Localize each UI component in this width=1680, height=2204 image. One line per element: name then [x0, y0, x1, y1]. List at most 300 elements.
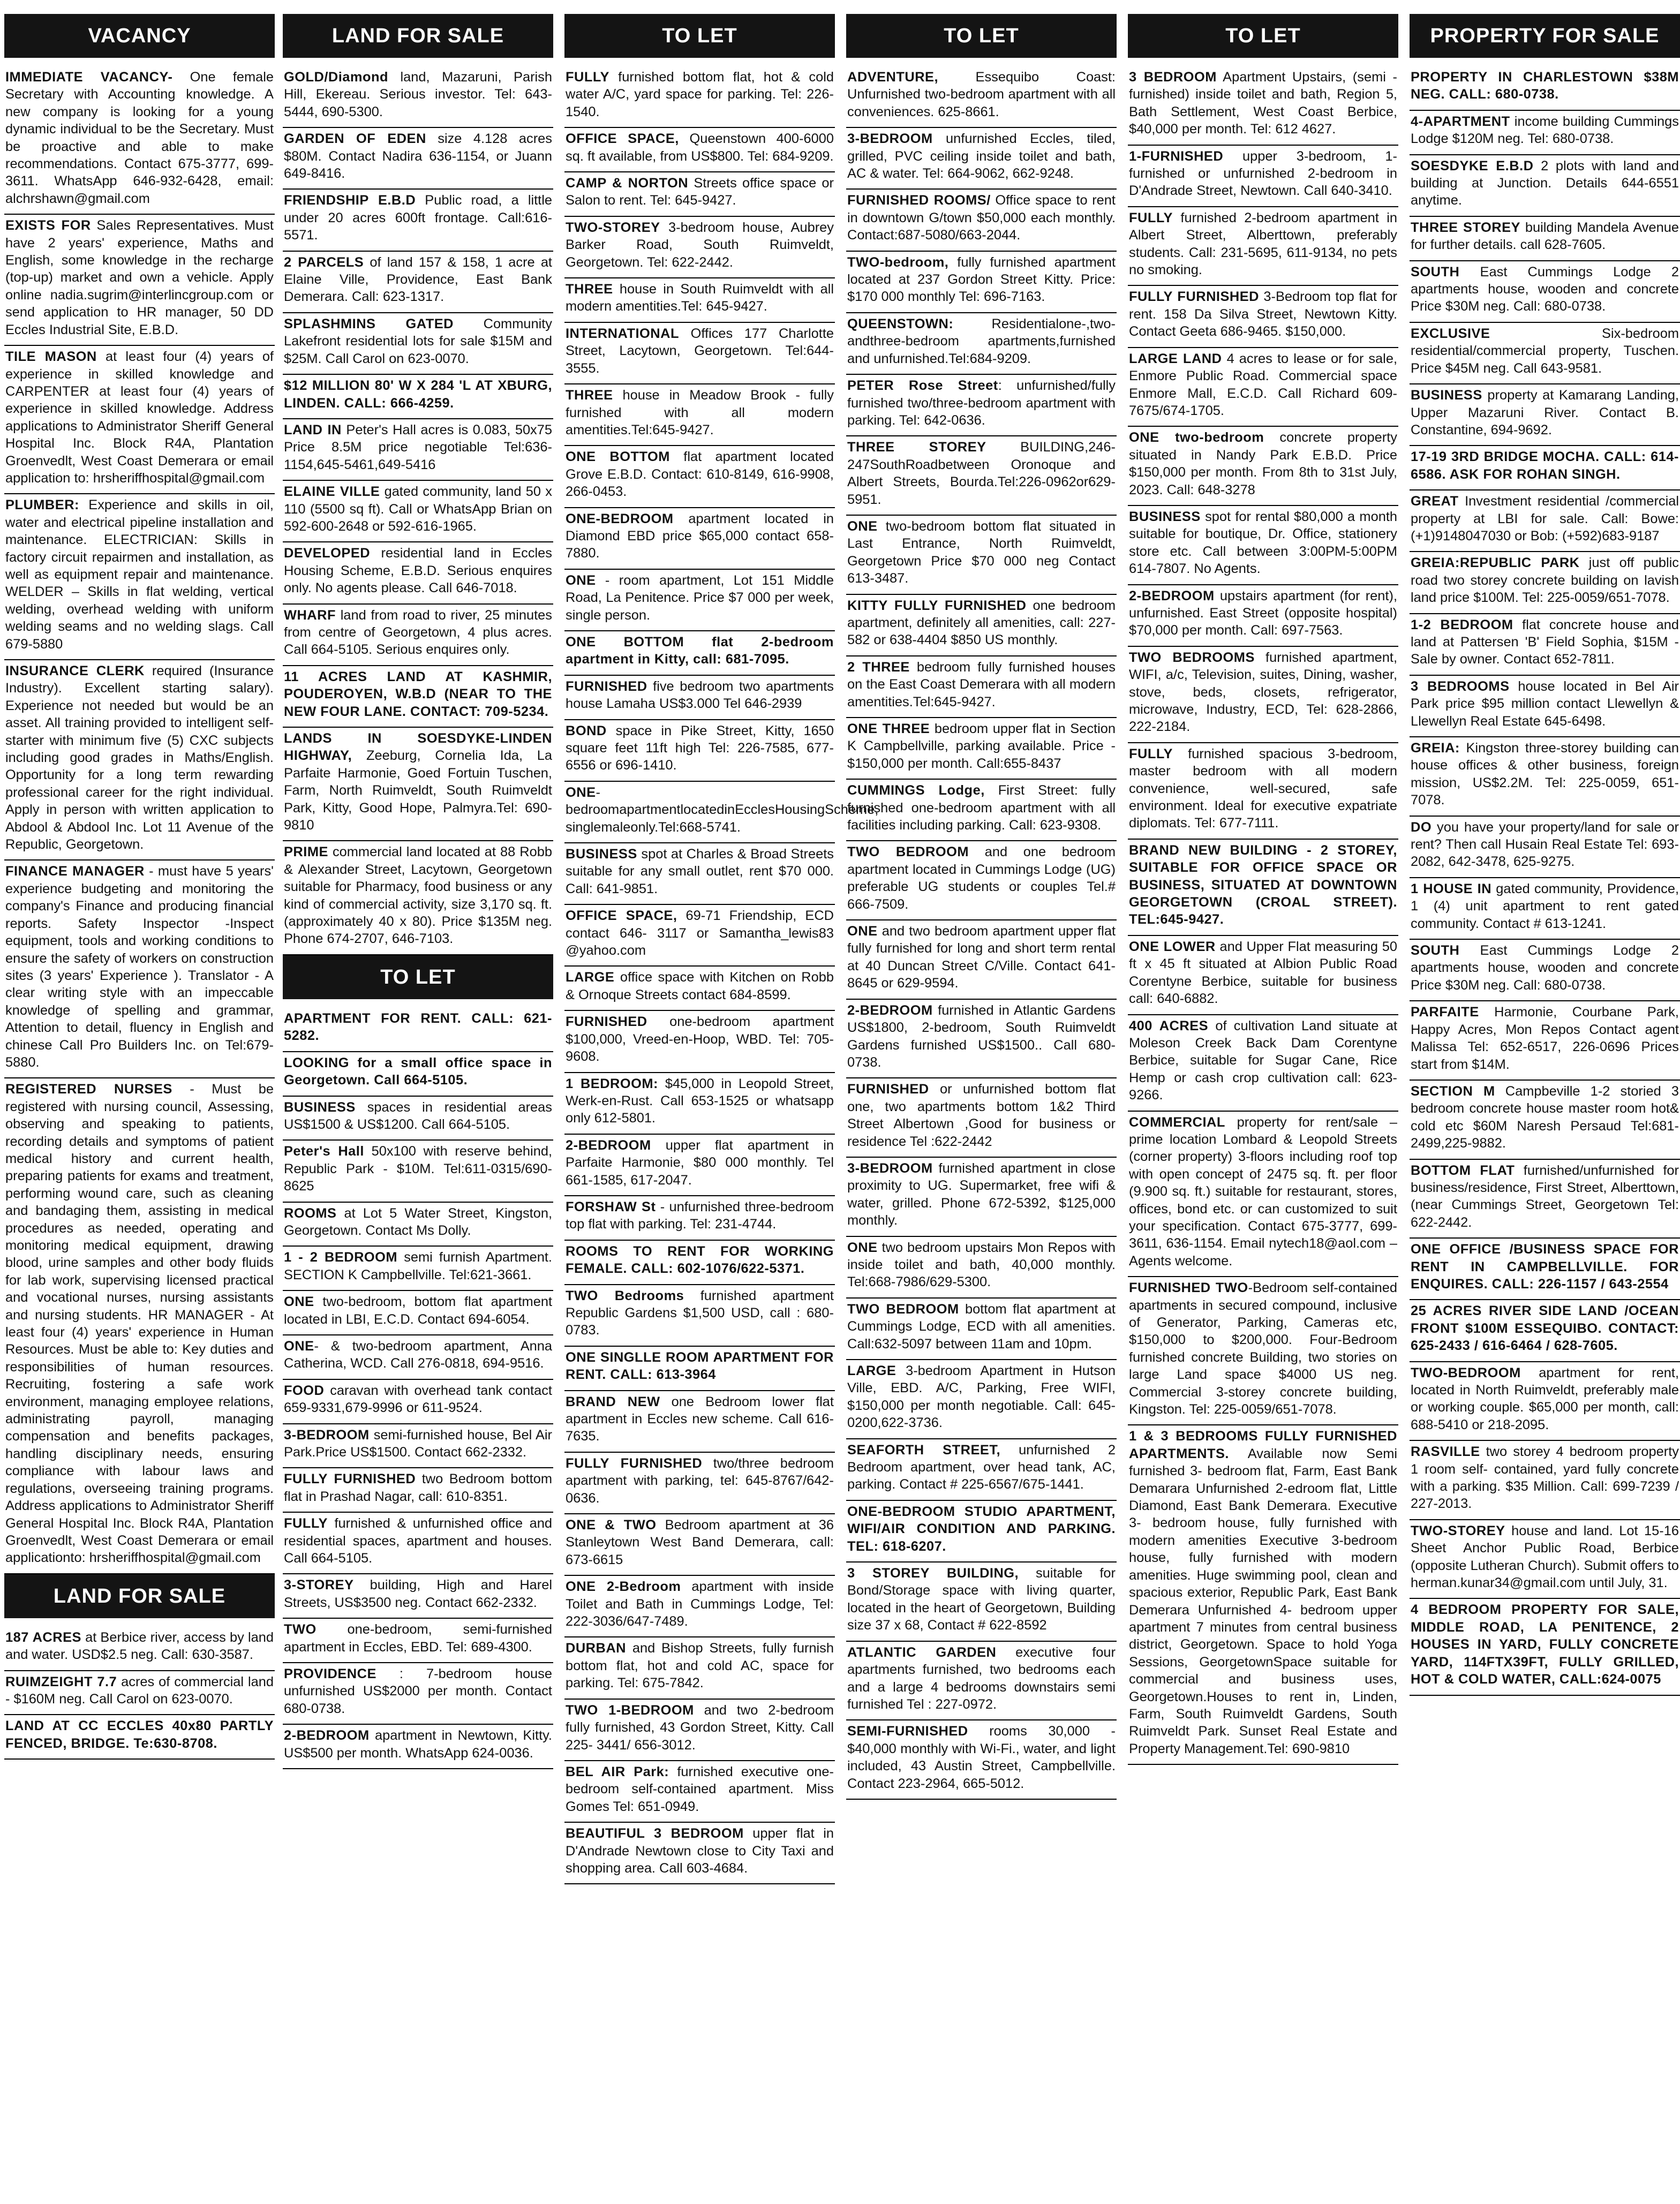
section-header: TO LET — [846, 14, 1117, 58]
ad-lead: ONE BOTTOM flat 2-bedroom apartment in Kitty, call: 681-7095. — [566, 634, 834, 667]
classified-ad — [1128, 647, 1398, 743]
ad-body: furnished bottom flat, hot & cold water A/C, yard space for parking. Tel: 226-1540. — [566, 70, 834, 119]
classified-ad — [1128, 585, 1398, 647]
ad-lead: ONE — [284, 1294, 314, 1310]
ad-lead: SPLASHMINS GATED — [284, 316, 454, 331]
classified-ad — [1410, 1239, 1680, 1300]
ad-body: residential land in Eccles Housing Scheme, E.B.D. Serious enquires only. No agents please. Call 646-7018. — [284, 546, 552, 596]
classified-ad — [564, 843, 835, 905]
ad-lead: THREE — [566, 388, 613, 403]
ad-lead: 1 & 3 BEDROOMS FULLY FURNISHED APARTMENTS. — [1129, 1429, 1397, 1461]
ad-lead: REGISTERED NURSES — [5, 1082, 172, 1097]
ad-lead: INSURANCE CLERK — [5, 663, 145, 678]
ad-lead: Peter's Hall — [284, 1144, 364, 1159]
classified-ad — [1410, 111, 1680, 155]
ad-lead: 11 ACRES LAND AT KASHMIR, POUDEROYEN, W.B.D (NEAR TO THE NEW FOUR LANE. CONTACT: 709-5234. — [284, 669, 552, 719]
ad-body: upper 3-bedroom, 1-furnished or unfurnished 2-bedroom in D'Andrade Street, Newtown. Call 640-3410. — [1129, 148, 1397, 199]
ad-body: office space with Kitchen on Robb & Ornoque Streets contact 684-8599. — [566, 970, 834, 1002]
classified-ad — [283, 66, 553, 128]
ad-body: required (Insurance Industry). Excellent starting salary). Experience not needed but would be an asset. All training provided to intelligent self-starter with minimum five (5) CXC subjects including good grades in Maths/English. Opportunity for a long term rewarding professional career for the right individual. Apply in person with written application to Abdool & Abdool Inc. Lot 11 Avenue of the Republic, Georgetown. — [5, 663, 274, 852]
ad-lead: ROOMS — [284, 1205, 337, 1221]
ad-body: 3-Bedroom top flat for rent. 158 Da Silva Street, Newtown Kitty. Contact Geeta 686-9465. $150,000. — [1129, 289, 1397, 339]
ad-lead: FOOD — [284, 1383, 325, 1398]
ad-body: furnished apartment in close proximity to UG. Supermarket, free wifi & water, grilled. Phone 672-5392, $125,000 monthly. — [847, 1160, 1116, 1228]
classified-ad — [564, 66, 835, 128]
column-1 — [4, 14, 275, 2199]
ad-lead: 3-BEDROOM — [847, 131, 933, 147]
classified-ad — [564, 1241, 835, 1285]
classified-ad — [283, 481, 553, 542]
ad-lead: TWO 1-BEDROOM — [566, 1702, 694, 1718]
classified-ad — [564, 1637, 835, 1699]
classified-ad — [283, 728, 553, 841]
classified-ad — [283, 1291, 553, 1335]
column-2 — [283, 14, 553, 2199]
ad-body: suitable for Bond/Storage space with living quarter, located in the heart of Georgetown, Building size 37 x 68, Contact # 622-8592 — [847, 1566, 1116, 1633]
classified-ad — [564, 1196, 835, 1241]
ad-lead: THREE — [566, 282, 613, 297]
ad-lead: SOESDYKE E.B.D — [1411, 158, 1534, 173]
ad-lead: LAND IN — [284, 422, 342, 437]
classified-ad — [564, 1700, 835, 1761]
ad-body: - room apartment, Lot 151 Middle Road, La Penitence. Price $7 000 per week, single person. — [566, 572, 834, 623]
ad-body: Sales Representatives. Must have 2 years' experience, Maths and English, some knowledge in the recharge (top-up) market and own a vehicle. Apply online nadia.sugrim@interlincgroup.com or send application to HR manager, 50 DD Eccles Industrial Site, E.B.D. — [5, 218, 274, 337]
classified-ad — [4, 1078, 275, 1574]
classified-ad — [283, 419, 553, 481]
classified-ad — [564, 217, 835, 278]
ad-body: Apartment Upstairs, (semi - furnished) inside toilet and bath, Region 5, Bath Settlement, West Coast Berbice, $40,000 per month. Tel: 612 4627. — [1129, 70, 1397, 137]
classified-ad — [283, 1203, 553, 1247]
ad-lead: TILE MASON — [5, 349, 97, 365]
ad-lead: ONE-BEDROOM STUDIO APARTMENT, WIFI/AIR CONDITION AND PARKING. TEL: 618-6207. — [847, 1504, 1116, 1554]
ad-body: 50x100 with reserve behind, Republic Park - $10M. Tel:611-0315/690-8625 — [284, 1144, 552, 1194]
ad-lead: GOLD/Diamond — [284, 70, 389, 85]
ad-body: spot at Charles & Broad Streets suitable for any small outlet, rent $70 000. Call: 641-9851. — [566, 847, 834, 896]
ad-lead: LARGE LAND — [1129, 351, 1222, 366]
classified-ad — [846, 656, 1117, 718]
ad-lead: 3-BEDROOM — [847, 1160, 933, 1176]
ad-body: Community Lakefront residential lots for sale $15M and $25M. Call Carol on 623-0070. — [284, 316, 552, 366]
ad-body: property at Kamarang Landing, Upper Mazaruni River. Contact B. Constantine, 694-9692. — [1411, 388, 1679, 437]
ad-body: size 4.128 acres $80M. Contact Nadira 636-1154, or Juann 649-8416. — [284, 131, 552, 182]
ad-lead: PRIME — [284, 844, 328, 860]
classified-ad — [846, 1563, 1117, 1642]
classified-ad — [283, 1468, 553, 1513]
ad-lead: FULLY FURNISHED — [284, 1471, 416, 1487]
section-header: LAND FOR SALE — [283, 14, 553, 58]
classified-ad — [564, 1576, 835, 1637]
ad-lead: ONE OFFICE /BUSINESS SPACE FOR RENT IN CAMPBELLVILLE. FOR ENQUIRES. CALL: 226-1157 / 643-2554 — [1411, 1242, 1679, 1292]
ad-lead: ONE & TWO — [566, 1518, 657, 1533]
classified-ad — [4, 660, 275, 861]
ad-lead: PROPERTY IN CHARLESTOWN $38M NEG. CALL: 680-0738. — [1411, 70, 1679, 102]
ad-body: furnished executive one-bedroom self-contained apartment. Miss Gomes Tel: 651-0949. — [566, 1764, 834, 1814]
classified-ad — [4, 1671, 275, 1716]
classified-ad — [564, 384, 835, 446]
ad-body: - unfurnished three-bedroom top flat with parking. Tel: 231-4744. — [566, 1199, 834, 1232]
ad-lead: 2-BEDROOM — [284, 1728, 370, 1743]
ad-lead: PLUMBER: — [5, 497, 79, 513]
ad-body: just off public road two storey concrete building on lavish land price $100M. Tel: 225-0059/651-7078. — [1411, 555, 1679, 606]
ad-lead: LAND AT CC ECCLES 40x80 PARTLY FENCED, BRIDGE. Te:630-8708. — [5, 1718, 274, 1751]
classified-ad — [4, 494, 275, 660]
ad-body: - & two-bedroom apartment, Anna Catherina, WCD. Call 276-0818, 694-9516. — [284, 1338, 552, 1371]
classified-ad — [846, 1237, 1117, 1299]
ad-lead: ONE — [566, 572, 596, 588]
classified-ad — [283, 1619, 553, 1663]
classified-ad — [283, 1380, 553, 1424]
ad-body: apartment located in Diamond EBD price $65,000 contact 658-7880. — [566, 511, 834, 561]
ad-body: acres of commercial land - $160M neg. Call Carol on 623-0070. — [5, 1674, 274, 1707]
ad-lead: ONE — [566, 784, 596, 800]
classified-ad — [846, 1642, 1117, 1721]
ad-body: : unfurnished/fully furnished two/three-bedroom apartment with parking. Tel: 642-0636. — [847, 378, 1116, 428]
classified-ad — [283, 1141, 553, 1202]
ad-lead: 2-BEDROOM — [566, 1137, 651, 1153]
classified-ad — [1128, 1425, 1398, 1765]
ad-body: flat apartment located Grove E.B.D. Contact: 610-8149, 616-9908, 266-0453. — [566, 449, 834, 500]
classified-ad — [1410, 817, 1680, 878]
ad-body: at least four (4) years of experience in skilled knowledge and CARPENTER at least four (4) years of experience in skilled knowledge. Address applications to Administrator Sheriff General Hospital Inc. Block R4A, Plantation Groenvedlt, West Coast Demerara or email application to: hrsheriffhospital@gmail.com — [5, 349, 274, 486]
ad-lead: BRAND NEW — [566, 1394, 660, 1409]
ad-lead: BOND — [566, 723, 607, 738]
classified-ad — [4, 215, 275, 346]
classified-ad — [283, 1247, 553, 1291]
ad-lead: ONE two-bedroom — [1129, 430, 1264, 446]
classified-ad — [1128, 66, 1398, 146]
ad-lead: FULLY — [1129, 210, 1173, 225]
classified-ad — [846, 1501, 1117, 1563]
classified-ad — [846, 190, 1117, 251]
ad-body: gated community, Providence, 1 (4) unit apartment to rent gated community. Contact # 613-1241. — [1411, 881, 1679, 931]
ad-lead: PARFAITE — [1411, 1005, 1479, 1020]
ad-body: apartment with inside Toilet and Bath in Cummings Lodge, Tel: 222-3036/647-7489. — [566, 1579, 834, 1629]
ad-lead: ONE-BEDROOM — [566, 511, 674, 526]
ad-lead: SOUTH — [1411, 943, 1460, 958]
column-4 — [846, 14, 1117, 2199]
classified-ad — [1410, 446, 1680, 490]
ad-lead: TWO-bedroom, — [847, 254, 949, 270]
ad-lead: LARGE — [566, 970, 615, 985]
ad-lead: ONE — [847, 924, 878, 939]
ad-lead: FORSHAW St — [566, 1199, 656, 1214]
ad-lead: 400 ACRES — [1129, 1018, 1209, 1033]
ad-body: East Cummings Lodge 2 apartments house, wooden and concrete Price $30M neg. Call: 680-0738. — [1411, 264, 1679, 314]
classified-ad — [1410, 1081, 1680, 1160]
ad-lead: BUSINESS — [284, 1099, 356, 1115]
ad-body: two Bedroom bottom flat in Prashad Nagar, call: 610-8351. — [284, 1471, 552, 1504]
ad-body: flat concrete house and land at Pattersen 'B' Field Sophia, $15M - Sale by owner. Contact 652-7811. — [1411, 617, 1679, 667]
section-header: TO LET — [283, 955, 553, 999]
section-header: TO LET — [564, 14, 835, 58]
ad-body: furnished apartment, WIFI, a/c, Television, suites, Dining, washer, stove, beds, closets, refrigerator, microwave, Industry, ECD, Tel: 628-2866, 222-2184. — [1129, 650, 1398, 735]
ad-body: income building Cummings Lodge $120M neg. Tel: 680-0738. — [1411, 114, 1679, 147]
ad-body: space in Pike Street, Kitty, 1650 square feet 11ft high Tel: 226-7585, 677-6556 or 696-1410. — [566, 723, 834, 773]
classified-ad — [283, 1513, 553, 1574]
ad-lead: THREE STOREY — [847, 440, 986, 455]
classified-ad — [846, 436, 1117, 516]
ad-body: land from road to river, 25 minutes from centre of Georgetown, 4 plus acres. Call 664-5105. Serious enquires only. — [284, 607, 552, 658]
ad-body: - Must be registered with nursing council, Assessing, observing and speaking to patients, recording details and symptoms of patient medical history and current health, preparing patients for exams and treatment, performing wound care, such as cleaning and bandaging them, assisting in medical procedures as needed, operating and monitoring medical equipment, drawing blood, urine samples and other body fluids for lab work, supervising licensed practical and vocational nurses, nursing assistants and nursing students. HR MANAGER - At least four (4) years' experience in Human Resources. Must be able to: Key duties and responsibilities of human resources. Recruiting, fostering a safe work environment, managing employee relations, administrating payroll, managing compensation and benefits packages, handling disciplinary needs, ensuring compliance with labour laws and regulations, overseeing training programs. Address applications to Administrator Sheriff General Hospital Inc. Block R4A, Plantation Groenvedlt, West Coast Demerara or email applicationto: hrsheriffhospital@gmail.com — [5, 1082, 274, 1566]
ad-lead: PETER Rose Street — [847, 378, 998, 394]
ad-lead: EXCLUSIVE — [1411, 326, 1490, 341]
ad-body: one-bedroom, semi-furnished apartment in Eccles, EBD. Tel: 689-4300. — [284, 1622, 552, 1655]
ad-lead: GREIA:REPUBLIC PARK — [1411, 555, 1580, 571]
ad-body: Residentialone-,two-andthree-bedroom apartments,furnished and unfurnished.Tel:684-9209. — [847, 316, 1116, 366]
classified-ad — [283, 190, 553, 251]
classified-ad — [1410, 737, 1680, 817]
ad-body: Queenstown 400-6000 sq. ft available, from US$800. Tel: 684-9209. — [566, 131, 834, 164]
section-header: LAND FOR SALE — [4, 1574, 275, 1618]
ad-lead: TWO BEDROOM — [847, 844, 969, 860]
classified-ad — [283, 841, 553, 955]
classified-ad — [564, 323, 835, 384]
classified-ad — [846, 1158, 1117, 1237]
classified-ad — [283, 1725, 553, 1769]
ad-lead: BOTTOM FLAT — [1411, 1163, 1515, 1178]
classified-ad — [1128, 840, 1398, 936]
classified-ad — [846, 128, 1117, 190]
ad-lead: FULLY — [284, 1516, 328, 1531]
ad-lead: 3-STOREY — [284, 1577, 354, 1593]
classified-ad — [1128, 146, 1398, 207]
ad-lead: 25 ACRES RIVER SIDE LAND /OCEAN FRONT $100M ESSEQUIBO. CONTACT: 625-2433 / 616-6464 / 628-7605. — [1411, 1303, 1679, 1354]
ad-lead: FURNISHED — [847, 1082, 929, 1097]
ad-lead: ONE — [847, 1240, 878, 1255]
ad-lead: FULLY — [566, 70, 609, 85]
ad-body: rooms 30,000 - $40,000 monthly with Wi-Fi., water, and light included, 43 Austin Street, Campbellville. Contact 223-2964, 665-5012. — [847, 1724, 1116, 1791]
ad-lead: ONE — [284, 1338, 314, 1354]
classified-ad — [4, 1627, 275, 1671]
ad-lead: TWO Bedrooms — [566, 1288, 684, 1303]
ad-lead: 3 BEDROOM — [1129, 70, 1217, 85]
ad-body: two-bedroom, bottom flat apartment located in LBI, E.C.D. Contact 694-6054. — [284, 1294, 552, 1327]
ad-lead: LOOKING for a small office space in Georgetown. Call 664-5105. — [284, 1055, 552, 1088]
ad-body: furnished & unfurnished office and residential spaces, apartment and houses. Call 664-5105. — [284, 1516, 552, 1566]
ad-body: bedroom fully furnished houses on the East Coast Demerara with all modern amentities.Tel:645-9427. — [847, 659, 1116, 709]
classified-ad — [1410, 878, 1680, 940]
classified-ad — [564, 676, 835, 720]
ad-body: 3-bedroom house, Aubrey Barker Road, South Ruimveldt, Georgetown. Tel: 622-2442. — [566, 220, 834, 270]
ad-body: building, High and Harel Streets, US$3500 neg. Contact 662-2332. — [284, 1577, 552, 1610]
ad-body: bedroom upper flat in Section K Campbellville, parking available. Price - $150,000 per month. Call:655-8437 — [847, 721, 1116, 771]
classified-ad — [1128, 743, 1398, 840]
classified-ad — [564, 782, 879, 843]
ad-lead: 1-FURNISHED — [1129, 148, 1224, 164]
ad-body: First Street: fully furnished one-bedroom apartment with all facilities including parking. Call: 623-9308. — [847, 783, 1116, 833]
ad-body: bottom flat apartment at Cummings Lodge, ECD with all amenities. Call:632-5097 between 11am and 10pm. — [847, 1301, 1116, 1352]
ad-lead: FINANCE MANAGER — [5, 864, 145, 879]
ad-body: gated community, land 50 x 110 (5500 sq ft). Call or WhatsApp Brian on 592-600-2648 or 592-616-1965. — [284, 484, 552, 534]
classified-ad — [846, 1000, 1117, 1079]
ad-lead: EXISTS FOR — [5, 218, 91, 233]
ad-body: semi furnish Apartment. SECTION K Campbellville. Tel:621-3661. — [284, 1250, 552, 1282]
ad-lead: ONE SINGLLE ROOM APARTMENT FOR RENT. CALL: 613-3964 — [566, 1349, 834, 1383]
classified-ad — [564, 1135, 835, 1196]
ad-body: five bedroom two apartments house Lamaha US$3.000 Tel 646-2939 — [566, 678, 834, 712]
classified-ad — [1128, 348, 1398, 427]
ad-lead: DURBAN — [566, 1641, 627, 1656]
ad-lead: FULLY FURNISHED — [566, 1455, 703, 1471]
classified-ad — [283, 252, 553, 313]
ad-lead: GARDEN OF EDEN — [284, 131, 426, 147]
ad-body: Zeeburg, Cornelia Ida, La Parfaite Harmonie, Goed Fortuin Tuschen, Farm, North Ruimveldt, South Ruimveldt Park, Kitty, Good Hope, Palmyra.Tel: 690-9810 — [284, 748, 552, 833]
classified-ad — [564, 1761, 835, 1823]
classified-ad — [846, 595, 1117, 656]
ad-lead: BEL AIR Park: — [566, 1764, 669, 1779]
classified-ad — [846, 1078, 1117, 1158]
ad-lead: 2 PARCELS — [284, 254, 364, 270]
classified-ad — [1410, 940, 1680, 1001]
classified-ad — [564, 1514, 835, 1576]
classified-ad — [564, 1285, 835, 1347]
ad-body: spot for rental $80,000 a month suitable for boutique, Dr. Office, stationery store etc. Call between 3:00PM-5:00PM 614-7807. No Agents. — [1129, 509, 1397, 577]
classified-ad — [564, 1391, 835, 1453]
ad-lead: BUSINESS — [1411, 388, 1482, 403]
column-6 — [1410, 14, 1680, 2199]
ad-body: house and land. Lot 15-16 Sheet Anchor Public Road, Berbice (opposite Lutheran Church). Submit offers to herman.kunar34@gmail.com until July, 31. — [1411, 1523, 1679, 1591]
ad-body: caravan with overhead tank contact 659-9331,679-9996 or 611-9524. — [284, 1383, 552, 1416]
classified-ad — [1128, 1277, 1398, 1425]
ad-body: unfurnished Eccles, tiled, grilled, PVC ceiling inside toilet and bath, AC & water. Tel: 664-9062, 662-9248. — [847, 131, 1116, 182]
classified-ad — [1410, 1599, 1680, 1695]
ad-lead: TWO BEDROOMS — [1129, 650, 1255, 665]
ad-body: - must have 5 years' experience budgeting and monitoring the company's Finance and producing financial reports. Safety Inspector -Inspect equipment, tools and working conditions to ensure the safety of workers on construction sites (3 years' Experience ). Translator - A clear writing style with an impeccable knowledge of spelling and grammar, Attention to detail, fluency in English and chinese Call Pro Builders Inc. on Tel:679-5880. — [5, 864, 274, 1070]
ad-body: : 7-bedroom house unfurnished US$2000 per month. Contact 680-0738. — [284, 1666, 552, 1716]
ad-body: one bedroom apartment, definitely all amenities, call: 227-582 or 638-4404 $850 US monthly. — [847, 598, 1116, 648]
classified-ad — [4, 861, 275, 1078]
ad-lead: 4-APARTMENT — [1411, 114, 1510, 129]
ad-lead: TWO-STOREY — [566, 220, 660, 235]
ad-lead: OFFICE SPACE, — [566, 131, 679, 147]
ad-body: furnished 2-bedroom apartment in Albert Street, Alberttown, preferably students. Call: 231-5695, 611-9134, no pets no smoking. — [1129, 210, 1397, 278]
classified-ad — [846, 66, 1117, 128]
ad-body: and Bishop Streets, fully furnish bottom flat, hot and cold AC, space for parking. Tel: 675-7842. — [566, 1641, 834, 1691]
ad-body: executive four apartments furnished, two bedrooms each and a large 4 bedrooms downstairs semi furnished Tel : 227-0972. — [847, 1644, 1116, 1712]
ad-lead: LANDS IN SOESDYKE-LINDEN HIGHWAY, — [284, 731, 552, 764]
ad-body: apartment for rent, located in North Ruimveldt, preferably male or working couple. $65,000 per month, call: 688-5410 or 218-2095. — [1411, 1365, 1679, 1432]
classified-ad — [1410, 676, 1680, 737]
classified-ad — [1410, 217, 1680, 261]
ad-lead: BUSINESS — [1129, 509, 1201, 524]
ad-lead: $12 MILLION 80' W X 284 'L AT XBURG, LINDEN. CALL: 666-4259. — [284, 378, 552, 411]
ad-body: Available now Semi furnished 3- bedroom flat, Farm, East Bank Demarara Unfurnished 2-edroom flat, Little Diamond, East Bank Demerara. Executive 3- bedroom house, fully furnished with modern amenities Executive 3-bedroom house, fully furnished with modern amenities. Huge swimming pool, clean and spacious exterior, Republic Park, East Bank Demerara Unfurnished 4- bedroom upper apartment 7 minutes from central business district, Georgetown. Space to hold Yoga Sessions, GeorgetownSpace suitable for commercial and business uses, Georgetown.Houses to rent in, Linden, Farm, South Ruimveldt Gardens, South Ruimveldt Park. Sunset Real Estate and Property Management.Tel: 690-9810 — [1129, 1446, 1397, 1756]
section-header: VACANCY — [4, 14, 275, 58]
ad-lead: BUSINESS — [566, 847, 637, 862]
ad-body: and two 2-bedroom fully furnished, 43 Gordon Street, Kitty. Call 225- 3441/ 656-3012. — [566, 1702, 834, 1753]
classified-ad — [1410, 1520, 1680, 1599]
ad-body: property for rent/sale – prime location Lombard & Leopold Streets (corner property) 3-floors including roof top with open concept of 2475 sq. ft. per floor (9.900 sq. ft.) suitable for restaurant, stores, offices, bond etc. or can customized to suit your specification. Contact 675-3777, 699-3611, 636-1154. Email nytech18@aol.com – Agents welcome. — [1129, 1114, 1397, 1269]
ad-body: Offices 177 Charlotte Street, Lacytown, Georgetown. Tel:644-3555. — [566, 326, 834, 376]
ad-body: house in Meadow Brook - fully furnished with all modern amentities.Tel:645-9427. — [566, 388, 834, 437]
ad-body: of cultivation Land situate at Moleson Creek Back Dam Corentyne Berbice, suitable for Sugar Cane, Rice Hemp or cash crop cultivation call: 623-9266. — [1129, 1018, 1397, 1103]
ad-body: Six-bedroom residential/commercial property, Tuschen. Price $45M neg. Call 643-9581. — [1411, 326, 1679, 376]
classified-ad — [564, 720, 835, 782]
ad-body: East Cummings Lodge 2 apartments house, wooden and concrete Price $30M neg. Call: 680-0738. — [1411, 943, 1679, 993]
ad-body: spaces in residential areas US$1500 & US$1200. Call 664-5105. — [284, 1099, 552, 1132]
ad-body: of land 157 & 158, 1 acre at Elaine Ville, Providence, East Bank Demerara. Call: 623-1317. — [284, 254, 552, 305]
ad-lead: ATLANTIC GARDEN — [847, 1644, 997, 1660]
ad-body: upper flat apartment in Parfaite Harmonie, $80 000 monthly. Tel 661-1585, 617-2047. — [566, 1137, 834, 1188]
column-3 — [564, 14, 879, 2199]
ad-body: apartment in Newtown, Kitty. US$500 per month. WhatsApp 624-0036. — [284, 1728, 552, 1761]
classified-ad — [1410, 384, 1680, 446]
ad-lead: TWO BEDROOM — [847, 1301, 959, 1317]
ad-lead: 1 - 2 BEDROOM — [284, 1250, 398, 1265]
classified-ad — [564, 1011, 835, 1073]
ad-lead: FULLY — [1129, 746, 1173, 761]
ad-body: one-bedroom apartment $100,000, Vreed-en-Hoop, WBD. Tel: 705-9608. — [566, 1014, 834, 1065]
ad-body: two-bedroom bottom flat situated in Last Entrance, North Ruimveldt, Georgetown Price $70 000 neg Contact 613-3487. — [847, 518, 1116, 586]
ad-lead: APARTMENT FOR RENT. CALL: 621-5282. — [284, 1010, 552, 1044]
ad-body: building Mandela Avenue for further details. call 628-7605. — [1411, 220, 1679, 253]
classified-ad — [1410, 1160, 1680, 1239]
classified-ad — [846, 1360, 1117, 1439]
ad-body: at Lot 5 Water Street, Kingston, Georgetown. Contact Ms Dolly. — [284, 1205, 552, 1238]
classified-ad — [846, 1720, 1117, 1800]
ad-body: Public road, a little under 20 acres 600ft frontage. Call:616-5571. — [284, 193, 552, 243]
ad-lead: RUIMZEIGHT 7.7 — [5, 1674, 117, 1689]
ad-lead: FULLY FURNISHED — [1129, 289, 1260, 305]
ad-body: furnished apartment Republic Gardens $1,500 USD, call : 680-0783. — [566, 1288, 834, 1338]
ad-lead: TWO — [284, 1622, 317, 1637]
ad-lead: RASVILLE — [1411, 1444, 1480, 1460]
ad-lead: FURNISHED — [566, 678, 647, 694]
classified-ad — [1128, 936, 1398, 1015]
classified-ad — [564, 446, 835, 508]
classified-ad — [846, 1439, 1117, 1501]
ad-body: Peter's Hall acres is 0.083, 50x75 Price 8.5M price negotiable Tel:636-1154,645-5461,649-5416 — [284, 422, 552, 472]
classified-ad — [846, 313, 1117, 375]
classified-ad — [564, 1453, 835, 1514]
classified-ad — [846, 718, 1117, 780]
classified-ad — [846, 841, 1117, 920]
ad-body: Kingston three-storey building can house offices & other business, foreign mission, US$2.2M. Tel: 225-0059, 651-7078. — [1411, 741, 1679, 808]
classified-ad — [283, 128, 553, 190]
ad-lead: ONE LOWER — [1129, 939, 1216, 954]
ad-lead: KITTY FULLY FURNISHED — [847, 598, 1027, 613]
ad-body: BUILDING,246-247SouthRoadbetween Oronoque and Albert Streets, Bourda.Tel:226-0962or629-5951. — [847, 440, 1116, 507]
ad-lead: COMMERCIAL — [1129, 1114, 1225, 1130]
ad-body: two storey 4 bedroom property 1 room self- contained, yard fully concrete with a parking. $35 Million. Call: 699-7239 / 227-2013. — [1411, 1444, 1679, 1512]
ad-body: Investment residential /commercial property at LBI for sale. Call: Bowe: (+1)9148047030 or Bob: (+592)683-9187 — [1411, 494, 1679, 544]
classified-ad — [283, 375, 553, 419]
ad-lead: ROOMS TO RENT FOR WORKING FEMALE. CALL: 602-1076/622-5371. — [566, 1243, 834, 1277]
ad-body: furnished spacious 3-bedroom, master bedroom with all modern convenience, well-secured, safe environment. Ideal for executive expatriate diplomats. Tel: 677-7111. — [1129, 746, 1397, 831]
classified-ad — [4, 346, 275, 494]
ad-body: furnished in Atlantic Gardens US$1800, 2-bedroom, South Ruimveldt Gardens furnished US$1500.. Call 680-0738. — [847, 1002, 1116, 1070]
ad-body: two/three bedroom apartment with parking, tel: 645-8767/642-0636. — [566, 1455, 834, 1506]
classified-ad — [1410, 1362, 1680, 1441]
classified-ad — [1410, 323, 1680, 384]
ad-lead: FURNISHED TWO — [1129, 1280, 1248, 1296]
ad-lead: WHARF — [284, 607, 336, 623]
classified-ad — [564, 1823, 835, 1884]
ad-body: 2 plots with land and building at Junction. Details 644-6551 anytime. — [1411, 158, 1679, 208]
ad-body: Experience and skills in oil, water and electrical pipeline installation and maintenance. ELECTRICIAN: Skills in factory circuit repairmen and installation, as well as equipment repair and maintenance. WELDER – Skills in flat welding, vertical welding, overhead welding with uniform welding seams and no welding slags. Call 679-5880 — [5, 497, 274, 652]
ad-lead: 3 BEDROOMS — [1411, 678, 1510, 694]
classified-ad — [283, 1574, 553, 1619]
classified-ad — [846, 920, 1117, 1000]
classified-ad — [283, 1052, 553, 1097]
ad-lead: ELAINE VILLE — [284, 484, 380, 500]
classified-ad — [564, 278, 835, 323]
ad-body: 3-bedroom Apartment in Hutson Ville, EBD. A/C, Parking, Free WIFI, $150,000 per month negotiable. Call: 645-0200,622-3736. — [847, 1363, 1116, 1431]
ad-lead: 1 HOUSE IN — [1411, 881, 1492, 896]
ad-lead: QUEENSTOWN: — [847, 316, 954, 331]
classified-ad — [1410, 552, 1680, 614]
ad-body: or unfurnished bottom flat one, two apartments bottom 1&2 Third Street Albertown ,Good for business or residence Tel :622-2442 — [847, 1082, 1116, 1149]
